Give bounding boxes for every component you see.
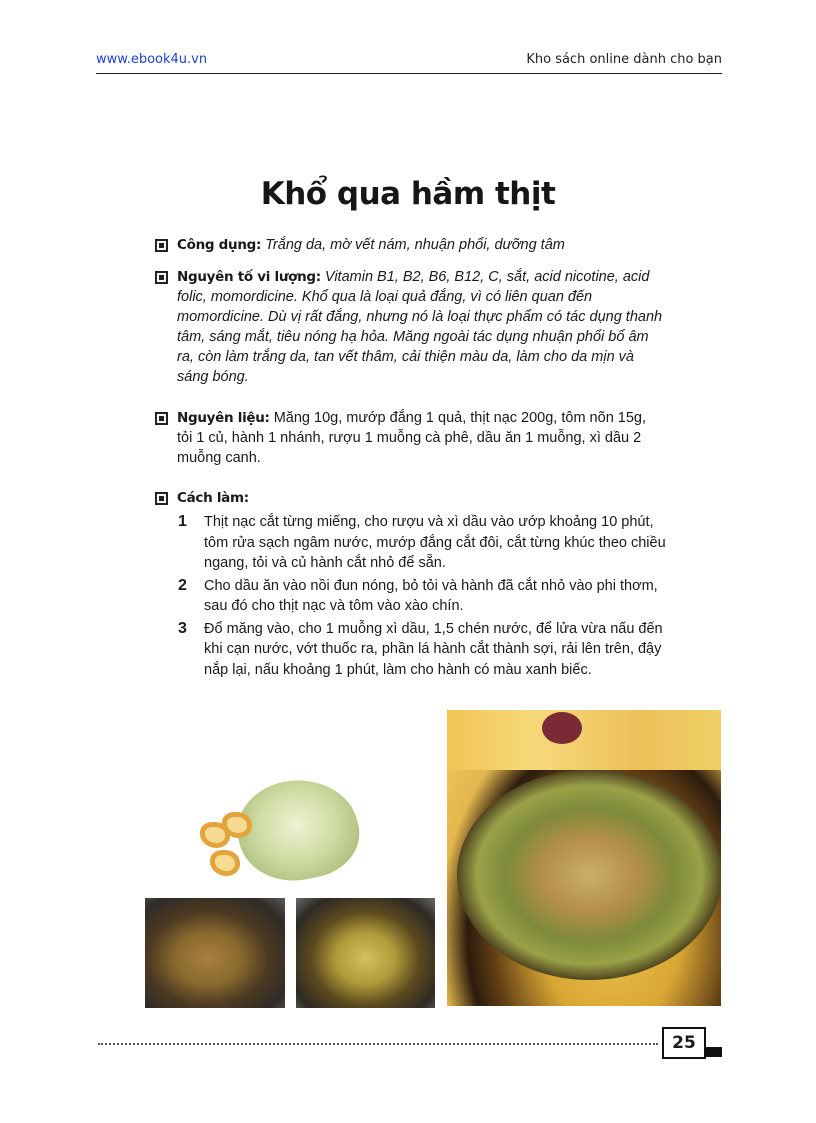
list-item xyxy=(178,512,666,574)
dish-photo xyxy=(447,710,721,1006)
section-nguyen-lieu xyxy=(155,408,665,468)
header-tagline: Kho sách online dành cho bạn xyxy=(526,52,722,67)
steps-list xyxy=(178,512,666,682)
bullet-icon xyxy=(155,271,168,284)
section-text: Trắng da, mờ vết nám, nhuận phổi, dưỡng tâm xyxy=(265,237,565,253)
step-text: Thịt nạc cắt từng miếng, cho rượu và xì dầu vào ướp khoảng 10 phút, tôm rửa sạch ngâm nước, mướp đắng cắt đôi, cắt từng khúc theo chiều ngang, tỏi và củ hành cắt nhỏ để sẵn. xyxy=(204,514,666,571)
step-number: 2 xyxy=(178,576,187,594)
list-item xyxy=(178,619,666,681)
step-number: 3 xyxy=(178,619,187,637)
bullet-icon xyxy=(155,412,168,425)
step-number: 1 xyxy=(178,513,187,530)
step-text: Đổ măng vào, cho 1 muỗng xì dầu, 1,5 chén nước, để lửa vừa nấu đến khi cạn nước, vớt thuốc ra, phần lá hành cắt thành sợi, rải lên trên, đậy nắp lại, nấu khoảng 1 phút, làm cho hành có màu xanh biếc. xyxy=(204,620,663,678)
section-text: Măng 10g, mướp đắng 1 quả, thịt nạc 200g, tôm nõn 15g, tỏi 1 củ, hành 1 nhánh, rượu 1 muỗng cà phê, dầu ăn 1 muỗng, xì dầu 2 muỗng canh. xyxy=(177,410,647,466)
footer-divider xyxy=(98,1043,658,1045)
section-label: Nguyên liệu: xyxy=(177,410,270,426)
bullet-icon xyxy=(155,239,168,252)
recipe-title: Khổ qua hầm thịt xyxy=(260,176,556,212)
step-text: Cho dầu ăn vào nồi đun nóng, bỏ tỏi và hành đã cắt nhỏ vào phi thơm, sau đó cho thịt nạc và tôm vào xào chín. xyxy=(204,577,658,614)
page-number: 25 xyxy=(662,1027,706,1059)
step-photo-1 xyxy=(145,898,285,1008)
site-link[interactable]: www.ebook4u.vn xyxy=(96,52,208,67)
section-nguyen-to xyxy=(155,267,665,387)
section-label: Công dụng: xyxy=(177,237,262,253)
section-cong-dung xyxy=(155,235,665,255)
bullet-icon xyxy=(155,492,168,505)
list-item xyxy=(178,576,666,617)
page-header xyxy=(96,50,722,74)
melon-slices-illustration xyxy=(200,812,270,892)
section-cach-lam xyxy=(155,488,665,508)
step-photo-2 xyxy=(296,898,435,1008)
section-text: Vitamin B1, B2, B6, B12, C, sắt, acid nicotine, acid folic, momordicine. Khổ qua là loại quả đắng, vì có liên quan đến momordicine. Dù vị rất đắng, nhưng nó là loại thực phẩm có tác dụng thanh tâm, sáng mắt, tiêu nóng hạ hỏa. Măng ngoài tác dụng nhuận phổi bổ âm ra, còn làm trắng da, tan vết thâm, cải thiện màu da, làm cho da mịn và sáng bóng. xyxy=(177,269,663,385)
page-number-bar xyxy=(706,1047,722,1057)
section-label: Cách làm: xyxy=(177,490,249,506)
section-label: Nguyên tố vi lượng: xyxy=(177,269,321,285)
